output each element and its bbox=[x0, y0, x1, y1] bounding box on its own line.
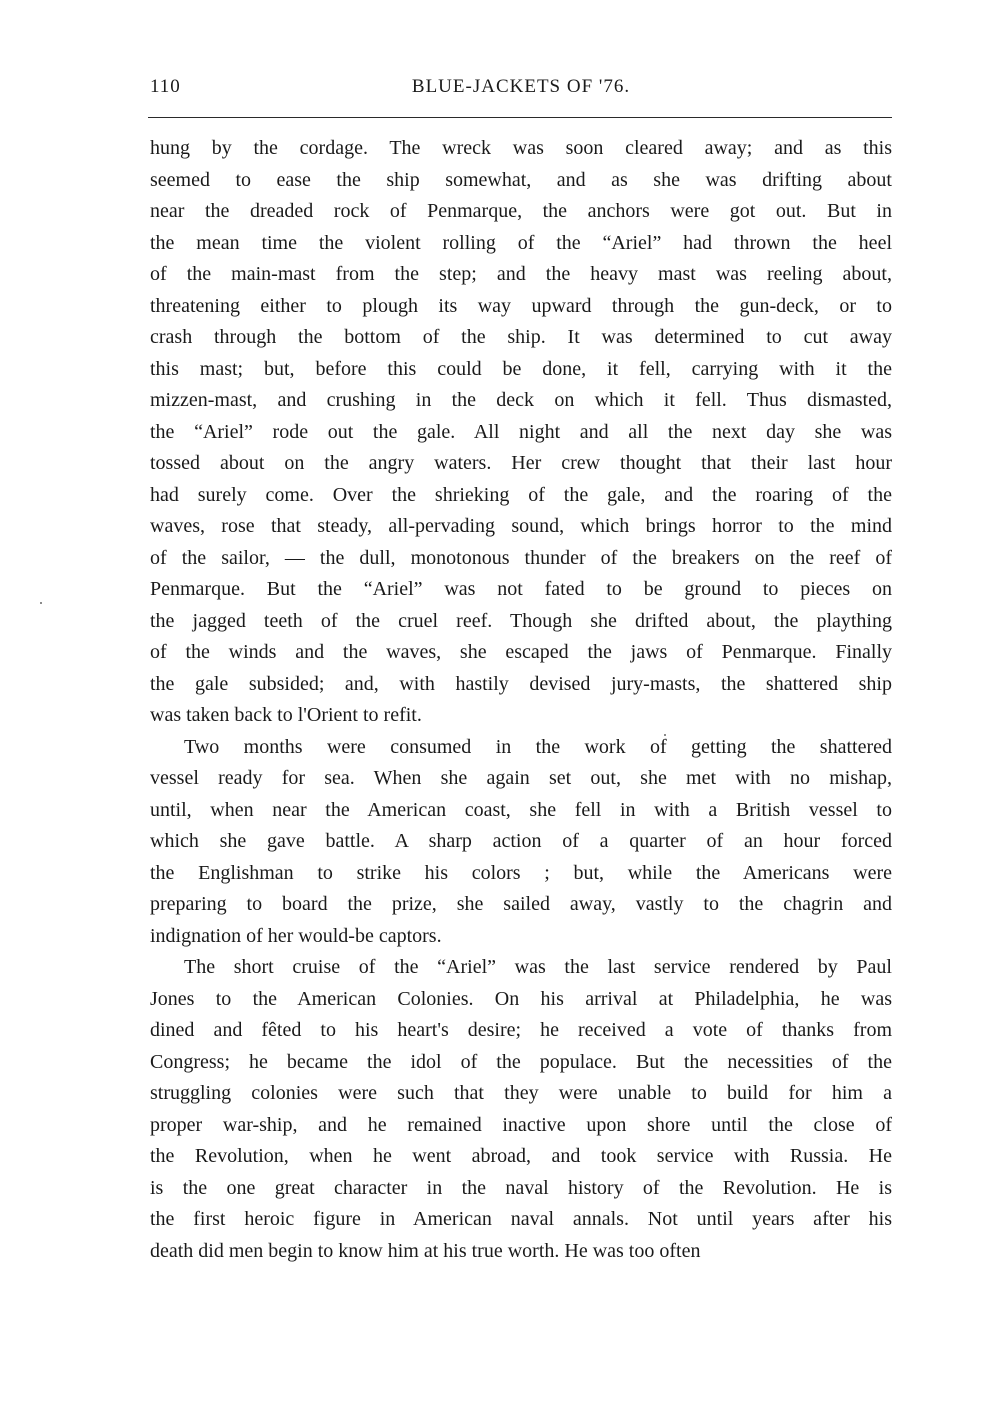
body-text bbox=[150, 133, 892, 1267]
text-line: death did men begin to know him at his true worth. He was too often bbox=[150, 1239, 701, 1262]
text-line: Penmarque. But the “Ariel” was not fated to be ground to pieces on bbox=[150, 578, 892, 600]
text-line: which she gave battle. A sharp action of a quarter of an hour forced bbox=[150, 830, 892, 852]
text-line: near the dreaded rock of Penmarque, the anchors were got out. But in bbox=[150, 200, 892, 222]
paragraph bbox=[150, 732, 892, 953]
text-line: preparing to board the prize, she sailed away, vastly to the chagrin and bbox=[150, 893, 892, 915]
text-line: crash through the bottom of the ship. It was determined to cut away bbox=[150, 326, 892, 348]
text-line: the jagged teeth of the cruel reef. Though she drifted about, the plaything bbox=[150, 609, 892, 632]
text-line: mizzen-mast, and crushing in the deck on which it fell. Thus dismasted, bbox=[150, 389, 892, 411]
page-number: 110 bbox=[150, 76, 181, 97]
paragraph bbox=[150, 133, 892, 732]
text-line: Two months were consumed in the work of getting the shattered bbox=[184, 735, 892, 758]
paper-speck bbox=[664, 734, 666, 736]
text-line: is the one great character in the naval history of the Revolution. He is bbox=[150, 1176, 892, 1199]
text-line: of the winds and the waves, she escaped the jaws of Penmarque. Finally bbox=[150, 641, 892, 663]
text-line: tossed about on the angry waters. Her crew thought that their last hour bbox=[150, 452, 892, 474]
text-line: until, when near the American coast, she fell in with a British vessel to bbox=[150, 798, 892, 821]
text-line: Congress; he became the idol of the populace. But the necessities of the bbox=[150, 1050, 892, 1073]
text-line: the first heroic figure in American naval annals. Not until years after his bbox=[150, 1208, 892, 1230]
text-line: proper war-ship, and he remained inactive upon shore until the close of bbox=[150, 1113, 892, 1136]
text-line: the gale subsided; and, with hastily devised jury-masts, the shattered ship bbox=[150, 672, 892, 695]
text-line: was taken back to l'Orient to refit. bbox=[150, 704, 422, 726]
text-line: had surely come. Over the shrieking of the gale, and the roaring of the bbox=[150, 483, 892, 506]
paper-speck bbox=[40, 602, 42, 604]
text-line: dined and fêted to his heart's desire; he received a vote of thanks from bbox=[150, 1019, 892, 1041]
text-line: The short cruise of the “Ariel” was the last service rendered by Paul bbox=[184, 956, 892, 978]
text-line: struggling colonies were such that they were unable to build for him a bbox=[150, 1082, 892, 1104]
header-rule bbox=[148, 117, 892, 118]
text-line: the mean time the violent rolling of the “Ariel” had thrown the heel bbox=[150, 231, 892, 254]
running-title: BLUE-JACKETS OF '76. bbox=[411, 76, 631, 97]
text-line: hung by the cordage. The wreck was soon cleared away; and as this bbox=[150, 137, 892, 159]
text-line: of the sailor, — the dull, monotonous thunder of the breakers on the reef of bbox=[150, 546, 892, 569]
text-line: this mast; but, before this could be done, it fell, carrying with it the bbox=[150, 357, 892, 380]
text-line: indignation of her would-be captors. bbox=[150, 924, 442, 947]
text-line: the Revolution, when he went abroad, and took service with Russia. He bbox=[150, 1145, 892, 1167]
paragraph bbox=[150, 952, 892, 1267]
text-line: threatening either to plough its way upward through the gun-deck, or to bbox=[150, 294, 892, 317]
text-line: the Englishman to strike his colors ; but, while the Americans were bbox=[150, 861, 892, 884]
text-line: vessel ready for sea. When she again set out, she met with no mishap, bbox=[150, 767, 892, 789]
text-line: of the main-mast from the step; and the heavy mast was reeling about, bbox=[150, 263, 892, 285]
running-head bbox=[150, 76, 892, 104]
text-line: the “Ariel” rode out the gale. All night and all the next day she was bbox=[150, 420, 892, 443]
text-line: Jones to the American Colonies. On his arrival at Philadelphia, he was bbox=[150, 987, 892, 1010]
text-line: waves, rose that steady, all-pervading sound, which brings horror to the mind bbox=[150, 515, 892, 537]
text-line: seemed to ease the ship somewhat, and as she was drifting about bbox=[150, 168, 892, 191]
